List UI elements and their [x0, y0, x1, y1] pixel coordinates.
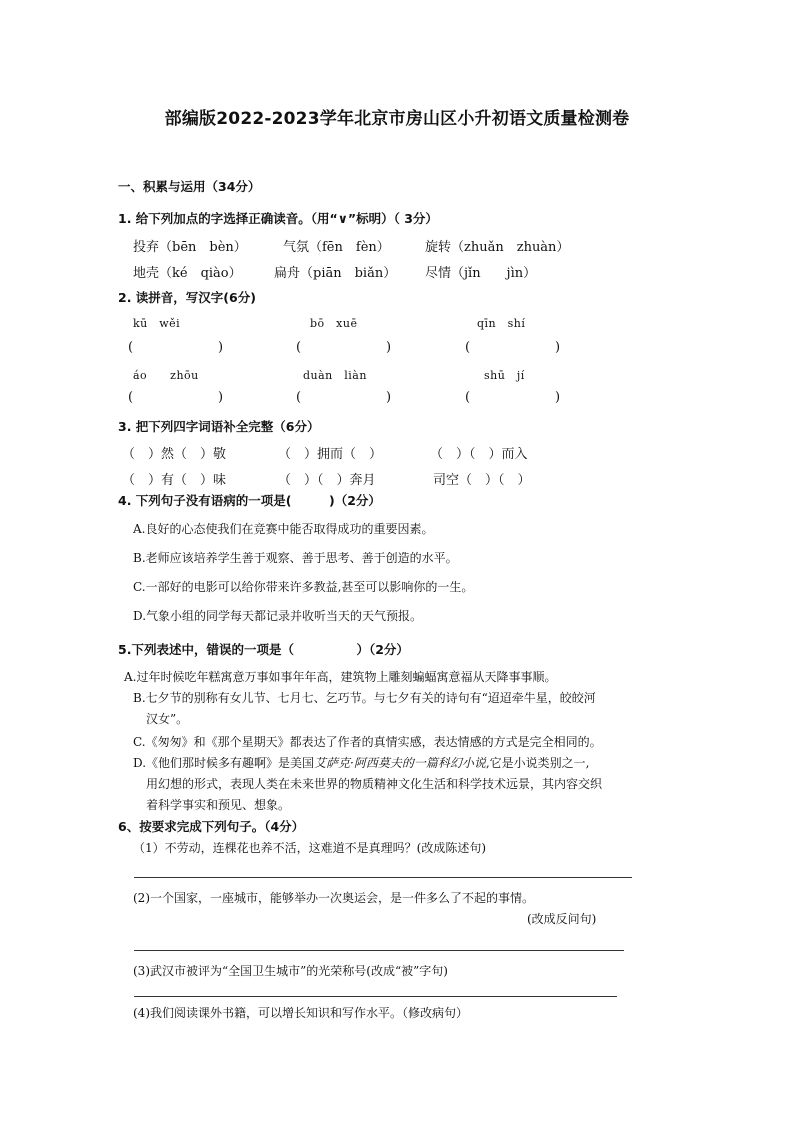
- q6-sentence: (4)我们阅读课外书籍，可以增长知识和写作水平。（修改病句）: [133, 1006, 469, 1020]
- answer-paren-open: (: [465, 340, 471, 355]
- q1-item: 尽情（jǐn jìn）: [425, 266, 537, 281]
- answer-paren-close: ): [386, 390, 392, 405]
- pinyin-label: qīn shí: [477, 317, 526, 330]
- q3-item: （ ）然（ ）敬: [122, 447, 227, 462]
- pinyin-label: bō xuē: [310, 317, 358, 330]
- answer-paren-close: ): [555, 390, 561, 405]
- q6-sentence: （1）不劳动，连棵花也养不活，这难道不是真理吗？(改成陈述句): [133, 841, 487, 855]
- q2-heading: 2. 读拼音，写汉字(6分): [118, 290, 256, 305]
- q5-option-d: [133, 754, 589, 771]
- q5-option-b: B.七夕节的别称有女儿节、七月七、乞巧节。与七夕有关的诗句有“迢迢牵牛星，皎皎河: [133, 691, 596, 705]
- q3-item: 司空（ ）（ ）: [433, 473, 531, 488]
- q1-item: 地壳（ké qiào）: [133, 266, 242, 281]
- answer-paren-close: ): [218, 390, 224, 405]
- answer-paren-close: ): [218, 340, 224, 355]
- answer-paren-open: (: [296, 340, 302, 355]
- q6-sentence: (3)武汉市被评为“全国卫生城市”的光荣称号(改成“被”字句): [133, 964, 448, 978]
- pinyin-label: kū wěi: [133, 317, 181, 330]
- q5-option-d-cont: 着科学事实和预见、想象。: [146, 798, 291, 812]
- q5-heading: 5.下列表述中，错误的一项是（ ）（2分）: [118, 642, 409, 657]
- q4-option: B.老师应该培养学生善于观察、善于思考、善于创造的水平。: [133, 551, 458, 565]
- answer-paren-open: (: [296, 390, 302, 405]
- q6-instruction: (改成反问句): [527, 912, 597, 926]
- q5-option-d-cont: 用幻想的形式，表现人类在未来世界的物质精神文化生活和科学技术远景，其内容交织: [146, 777, 603, 791]
- q4-heading: 4. 下列句子没有语病的一项是( )（2分）: [118, 493, 381, 508]
- q5-option-d-pre: D.《他们那时候多有趣啊》是美国: [133, 756, 315, 770]
- answer-paren-open: (: [465, 390, 471, 405]
- q5-option-a: A.过年时候吃年糕寓意万事如事年年高，建筑物上雕刻蝙蝠寓意福从天降事事顺。: [124, 670, 557, 684]
- q5-option-d-post: ,它是小说类别之一,: [485, 756, 590, 770]
- q3-item: （ ）（ ）而入: [430, 447, 528, 462]
- pinyin-label: shū jí: [484, 369, 525, 382]
- answer-paren-close: ): [386, 340, 392, 355]
- answer-paren-open: (: [128, 340, 134, 355]
- section-heading: 一、积累与运用（34分）: [118, 179, 261, 194]
- q3-item: （ ）（ ）奔月: [278, 473, 376, 488]
- q6-sentence: (2)一个国家，一座城市，能够举办一次奥运会，是一件多么了不起的事情。: [133, 891, 535, 905]
- page-title: 部编版2022-2023学年北京市房山区小升初语文质量检测卷: [164, 109, 630, 129]
- answer-paren-open: (: [128, 390, 134, 405]
- q5-option-b-cont: 汉女”。: [146, 712, 189, 726]
- q4-option: D.气象小组的同学每天都记录并收听当天的天气预报。: [133, 609, 423, 623]
- q5-option-c: C.《匆匆》和《那个星期天》都表达了作者的真情实感，表达情感的方式是完全相同的。: [133, 735, 602, 749]
- pinyin-label: duàn liàn: [303, 369, 367, 382]
- answer-paren-close: ): [555, 340, 561, 355]
- answer-line[interactable]: [134, 950, 624, 951]
- q6-heading: 6、按要求完成下列句子。（4分）: [118, 819, 305, 834]
- q1-item: 气氛（fēn fèn）: [283, 240, 390, 255]
- q1-item: 投弃（bēn bèn）: [133, 240, 247, 255]
- pinyin-label: áo zhōu: [133, 369, 199, 382]
- q4-option: C.一部好的电影可以给你带来许多教益,甚至可以影响你的一生。: [133, 580, 474, 594]
- q3-item: （ ）有（ ）味: [122, 473, 227, 488]
- q3-heading: 3. 把下列四字词语补全完整（6分）: [118, 419, 320, 434]
- q1-item: 扁舟（piān biǎn）: [274, 266, 397, 281]
- q3-item: （ ）拥而（ ）: [278, 447, 383, 462]
- q5-option-d-italic: 艾萨克·阿西莫夫的一篇科幻小说: [314, 756, 486, 770]
- answer-line[interactable]: [134, 877, 632, 878]
- answer-line[interactable]: [134, 996, 617, 997]
- q1-item: 旋转（zhuǎn zhuàn）: [425, 240, 570, 255]
- q4-option: A.良好的心态使我们在竞赛中能否取得成功的重要因素。: [133, 522, 434, 536]
- q1-heading: 1. 给下列加点的字选择正确读音。（用“∨”标明）（ 3分）: [118, 211, 438, 226]
